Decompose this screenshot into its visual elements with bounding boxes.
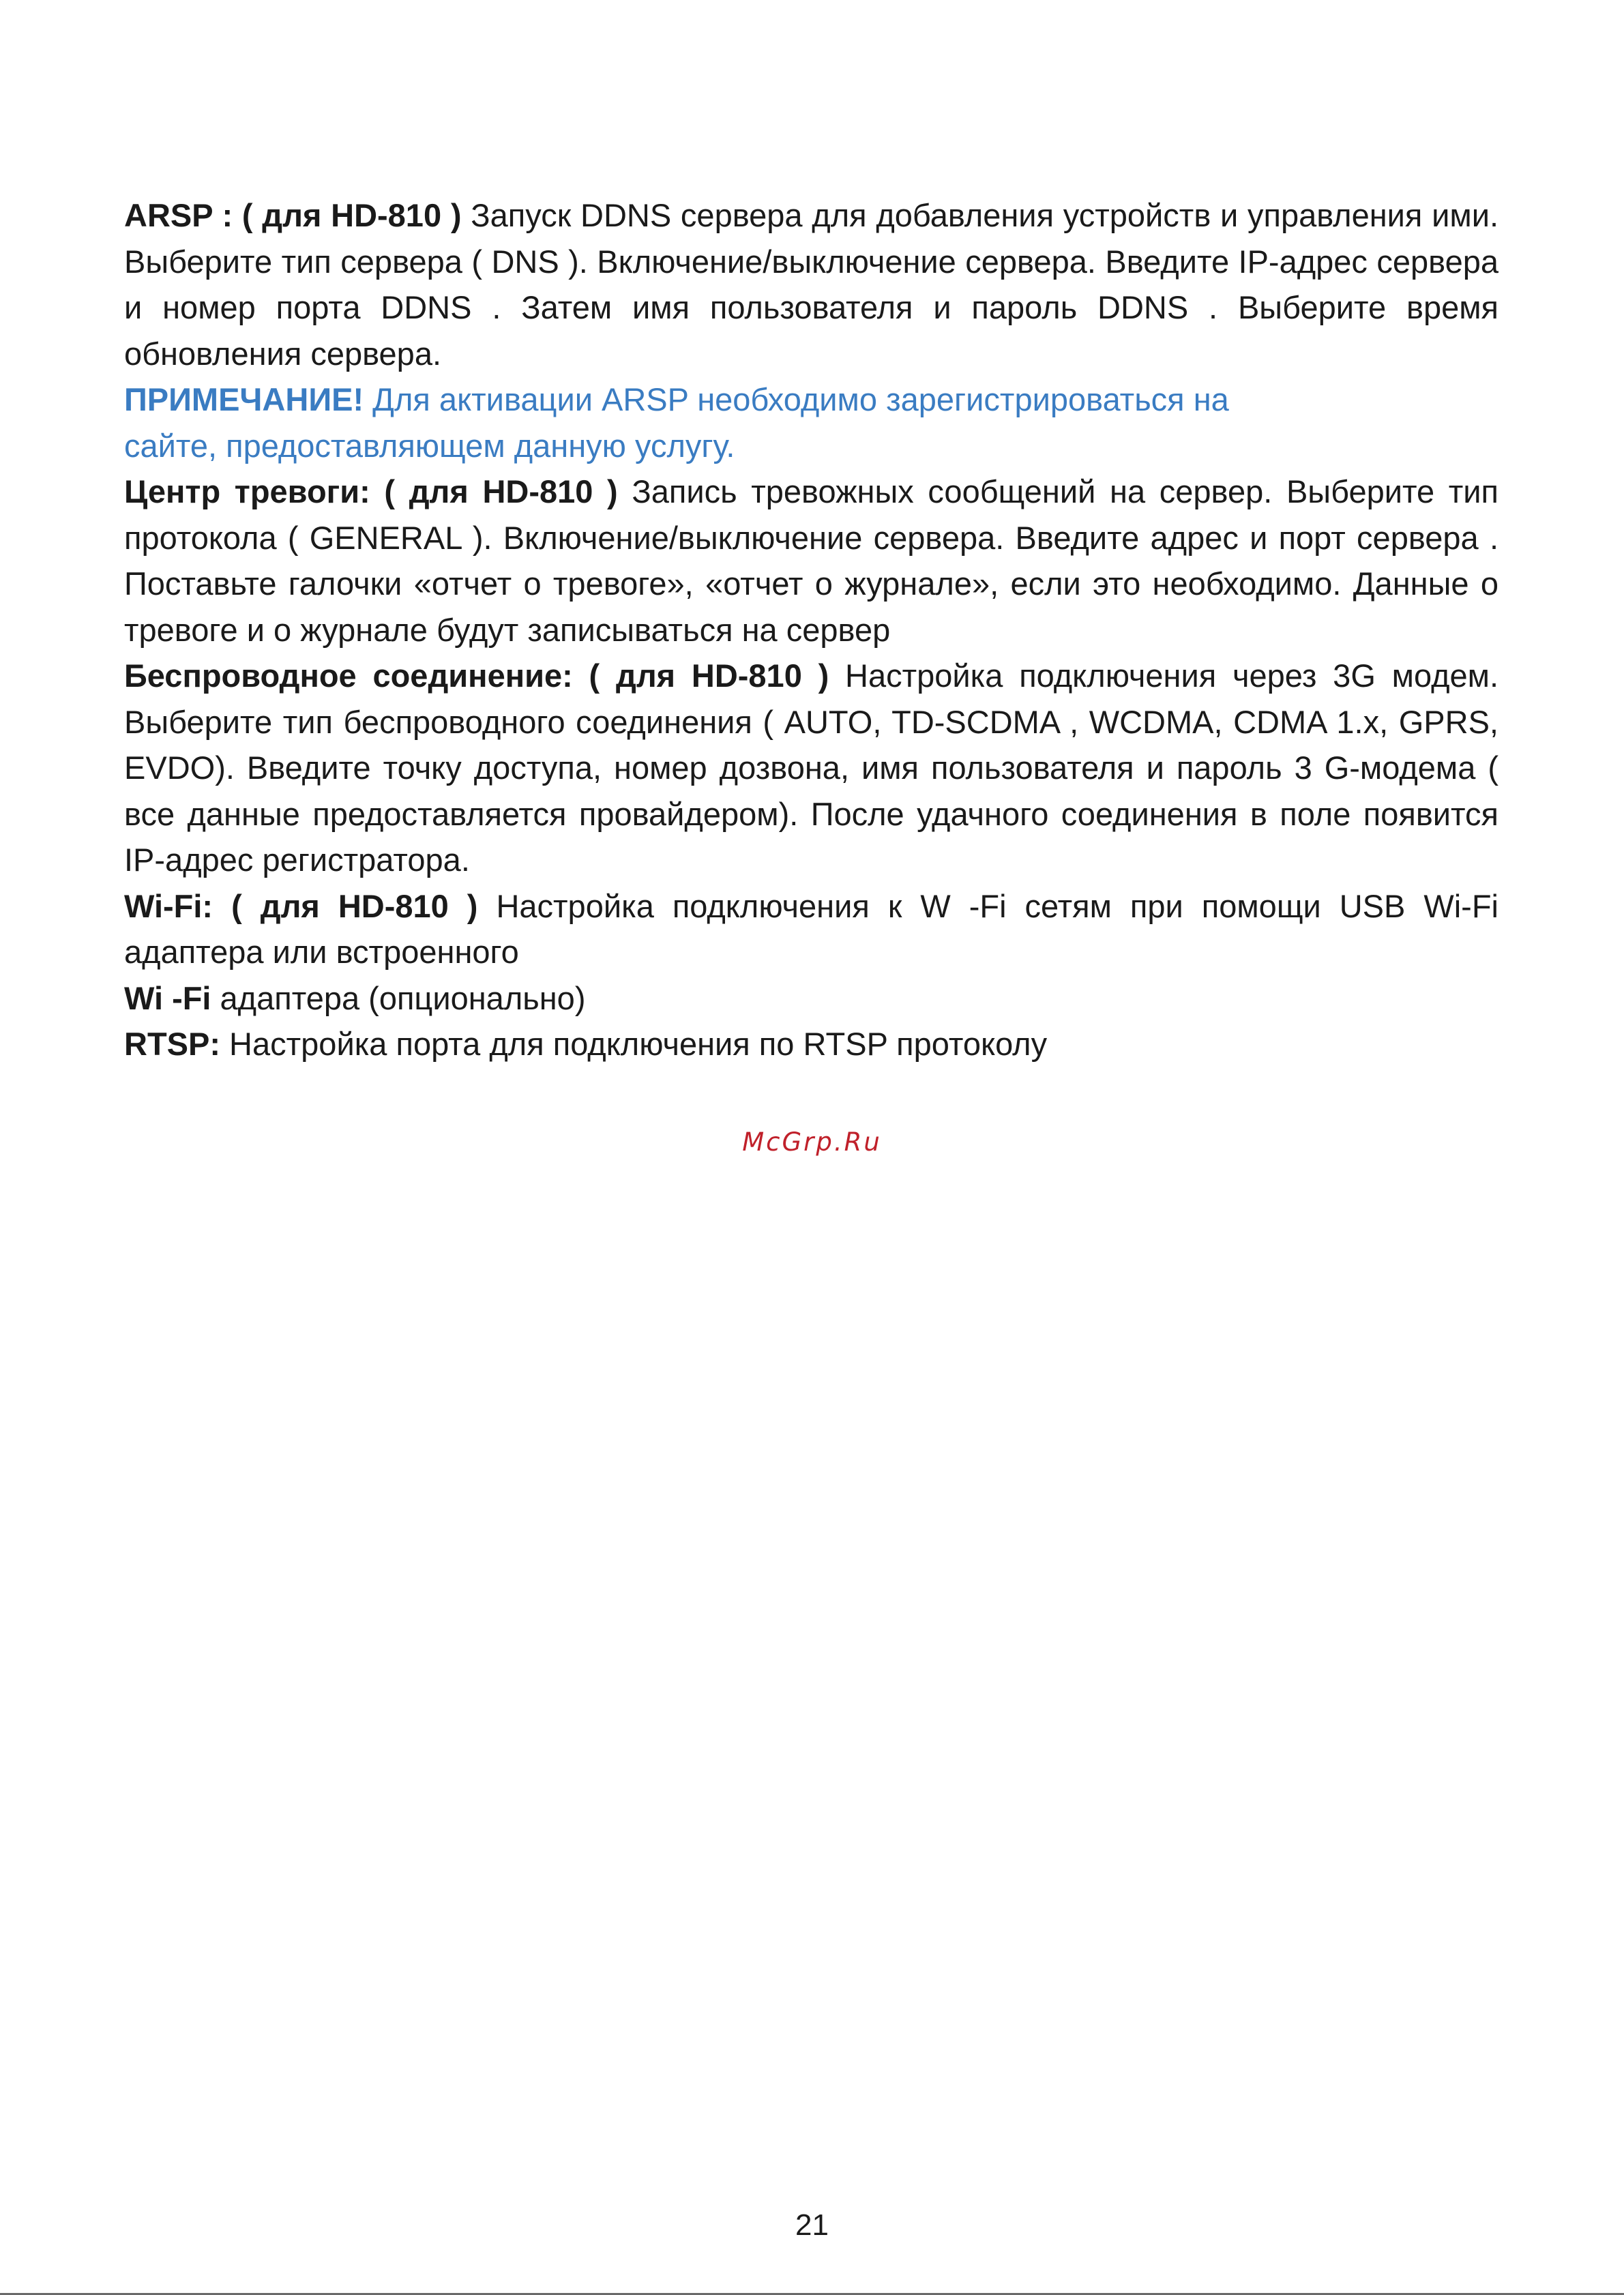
paragraph-alarm-center [124,469,1498,653]
paragraph-arsp [124,192,1498,376]
alarm-center-text: Запись тревожных сообщений на сервер. Выберите тип протокола ( GENERAL ). Включение/выключение сервера. Введите адрес и порт сервера . Поставьте галочки «отчет о тревоге», «отчет о журнале», если это необходимо. Данные о тревоге и о журнале будут записываться на сервер [124,473,1499,648]
page-number: 21 [795,2208,829,2242]
watermark: McGrp.Ru [742,1127,882,1157]
paragraph-wifi [124,883,1498,975]
wifi-label: Wi-Fi: ( для HD-810 ) [124,887,478,924]
paragraph-note [124,376,1498,469]
arsp-label: ARSP : ( для HD-810 ) [124,197,462,233]
paragraph-wifi-adapter [124,975,1498,1022]
wireless-label: Беспроводное соединение: ( для HD-810 ) [124,657,829,694]
wifi-adapter-text: адаптера (опционально) [211,979,586,1016]
paragraph-wireless [124,653,1498,883]
wireless-text: Настройка подключения через 3G модем. Выберите тип беспроводного соединения ( AUTO, TD-SCDMA , WCDMA, CDMA 1.x, GPRS, EVDO). Введите точку доступа, номер дозвона, имя пользователя и пароль 3 G-модема ( все данные предоставляется провайдером). После удачного соединения в поле появится IP-адрес регистратора. [124,657,1499,878]
note-line1: Для активации ARSP необходимо зарегистрироваться на [364,381,1229,417]
wifi-adapter-label: Wi -Fi [124,979,211,1016]
arsp-text: Запуск DDNS сервера для добавления устройств и управления ими. Выберите тип сервера ( DNS ). Включение/выключение сервера. Введите IP-адрес сервера и номер порта DDNS . Затем имя пользователя и пароль DDNS . Выберите время обновления сервера. [124,197,1499,372]
rtsp-label: RTSP: [124,1026,220,1062]
rtsp-text: Настройка порта для подключения по RTSP протоколу [220,1026,1048,1062]
note-line2: сайте, предоставляющем данную услугу. [124,427,735,464]
paragraph-rtsp [124,1021,1498,1067]
alarm-center-label: Центр тревоги: ( для HD-810 ) [124,473,618,509]
note-label: ПРИМЕЧАНИЕ! [124,381,364,417]
page-content [124,192,1498,1067]
wifi-text: Настройка подключения к W -Fi сетям при помощи USB Wi-Fi адаптера или встроенного [124,887,1498,970]
